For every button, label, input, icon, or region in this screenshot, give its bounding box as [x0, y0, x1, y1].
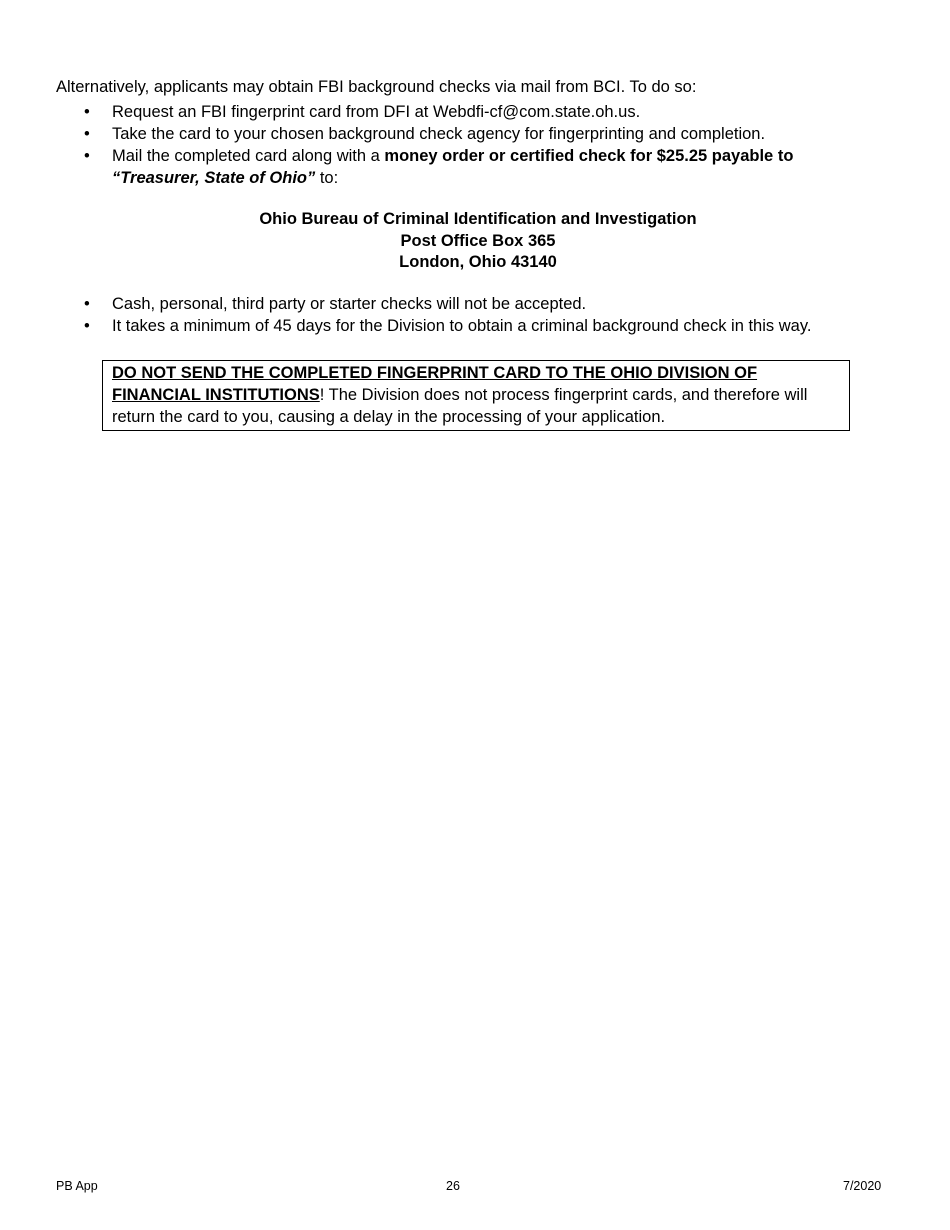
payment-requirement: money order or certified check for $25.25 payable to: [384, 147, 794, 165]
footer-document-name: PB App: [56, 1179, 98, 1193]
list-item: [56, 293, 856, 315]
footer-page-number: 26: [446, 1179, 460, 1193]
list-item: [56, 123, 856, 145]
list-item: [56, 145, 856, 189]
payee-name: “Treasurer, State of Ohio”: [112, 169, 316, 187]
bullet-icon: •: [84, 147, 90, 165]
list-item: [56, 101, 856, 123]
address-line-2: Post Office Box 365: [400, 231, 556, 250]
bullet-icon: •: [84, 125, 90, 143]
warning-box: [102, 360, 850, 431]
step-request-card: Request an FBI fingerprint card from DFI at Webdfi-cf@com.state.oh.us.: [112, 103, 641, 121]
step-fingerprinting: Take the card to your chosen background check agency for fingerprinting and completion.: [112, 125, 766, 143]
warning-heading: DO NOT SEND THE COMPLETED FINGERPRINT CARD TO THE OHIO DIVISION OF FINANCIAL INSTITUTIONS: [112, 364, 758, 404]
bullet-icon: •: [84, 317, 90, 335]
address-line-3: London, Ohio 43140: [399, 253, 557, 271]
note-processing-time: It takes a minimum of 45 days for the Division to obtain a criminal background check in this way.: [112, 317, 812, 335]
bullet-icon: •: [84, 295, 90, 313]
mailing-address: [56, 208, 900, 273]
intro-paragraph: Alternatively, applicants may obtain FBI background checks via mail from BCI. To do so:: [56, 78, 697, 96]
bullet-icon: •: [84, 103, 90, 121]
address-line-1: Ohio Bureau of Criminal Identification and Investigation: [259, 210, 697, 228]
list-item: [56, 315, 856, 337]
warning-body: The Division does not process fingerprint cards, and therefore will return the card to you, causing a delay in the processing of your application.: [112, 386, 808, 426]
mail-step-suffix: to:: [315, 169, 339, 187]
footer-date: 7/2020: [843, 1179, 882, 1193]
instruction-list: [56, 101, 856, 189]
notes-list: [56, 293, 856, 337]
mail-step-prefix: Mail the completed card along with a: [112, 147, 385, 165]
warning-exclaim: !: [319, 386, 325, 404]
note-payment-restrictions: Cash, personal, third party or starter checks will not be accepted.: [112, 295, 587, 313]
